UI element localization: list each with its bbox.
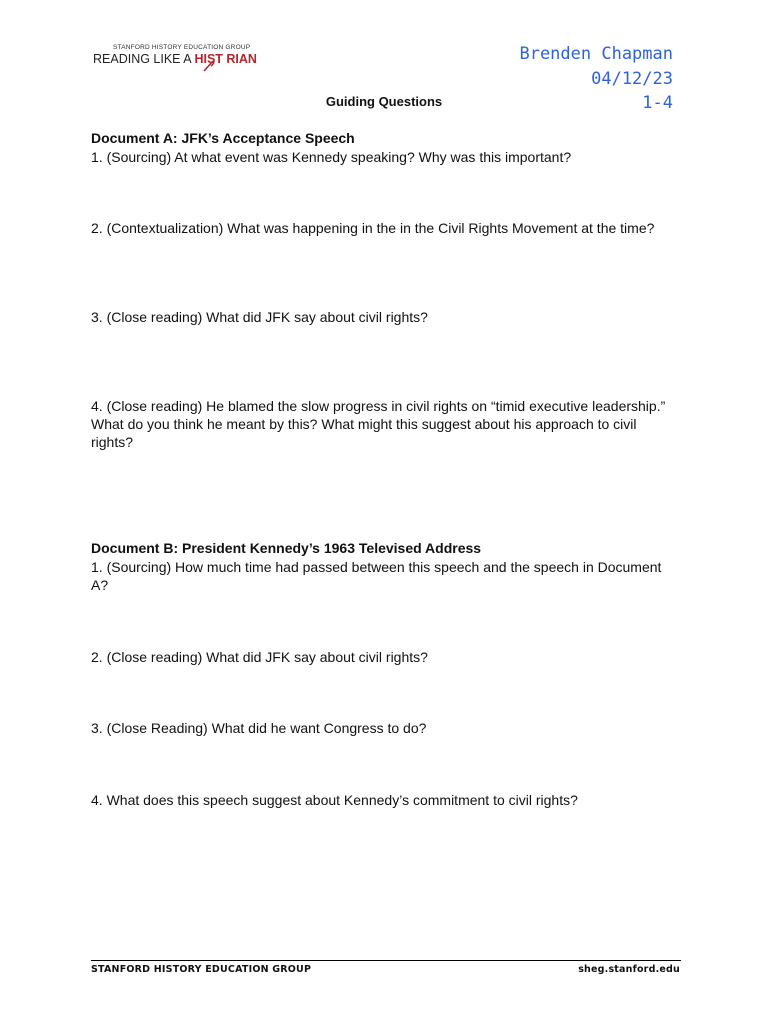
doc-b-question-4: 4. What does this speech suggest about Kennedy’s commitment to civil rights?: [91, 792, 578, 808]
quill-pen-icon: [202, 60, 216, 72]
doc-b-question-1: 1. (Sourcing) How much time had passed between this speech and the speech in Document A?: [91, 559, 662, 593]
doc-b-question-3: 3. (Close Reading) What did he want Congress to do?: [91, 720, 427, 736]
logo-main-text: [93, 52, 257, 66]
logo-small-text: STANFORD HISTORY EDUCATION GROUP: [113, 44, 251, 51]
assignment-date: 04/12/23: [591, 68, 673, 89]
student-name: Brenden Chapman: [519, 44, 673, 64]
logo-main-text-red: HIST: [194, 52, 223, 66]
logo-main-text-red-end: RIAN: [226, 52, 257, 66]
doc-a-question-2: 2. (Contextualization) What was happening in the in the Civil Rights Movement at the time?: [91, 220, 655, 236]
doc-b-question-2: 2. (Close reading) What did JFK say about civil rights?: [91, 649, 428, 665]
class-period: 1-4: [642, 93, 673, 113]
document-b-heading: Document B: President Kennedy’s 1963 Televised Address: [91, 540, 482, 556]
page-title: Guiding Questions: [325, 94, 443, 109]
footer-divider: [91, 960, 681, 961]
doc-a-question-1: 1. (Sourcing) At what event was Kennedy speaking? Why was this important?: [91, 149, 572, 165]
document-a-heading: Document A: JFK’s Acceptance Speech: [91, 130, 355, 146]
doc-a-question-3: 3. (Close reading) What did JFK say about civil rights?: [91, 309, 428, 325]
footer-website: sheg.stanford.edu: [578, 964, 680, 975]
sheg-logo: [93, 44, 257, 66]
doc-a-question-4: 4. (Close reading) He blamed the slow progress in civil rights on “timid executive leadership.” What do you think he meant by this? What might this suggest about his approach to civil rights?: [91, 398, 666, 450]
logo-main-text-before: READING LIKE A: [93, 52, 195, 66]
footer-org-name: STANFORD HISTORY EDUCATION GROUP: [91, 964, 312, 975]
